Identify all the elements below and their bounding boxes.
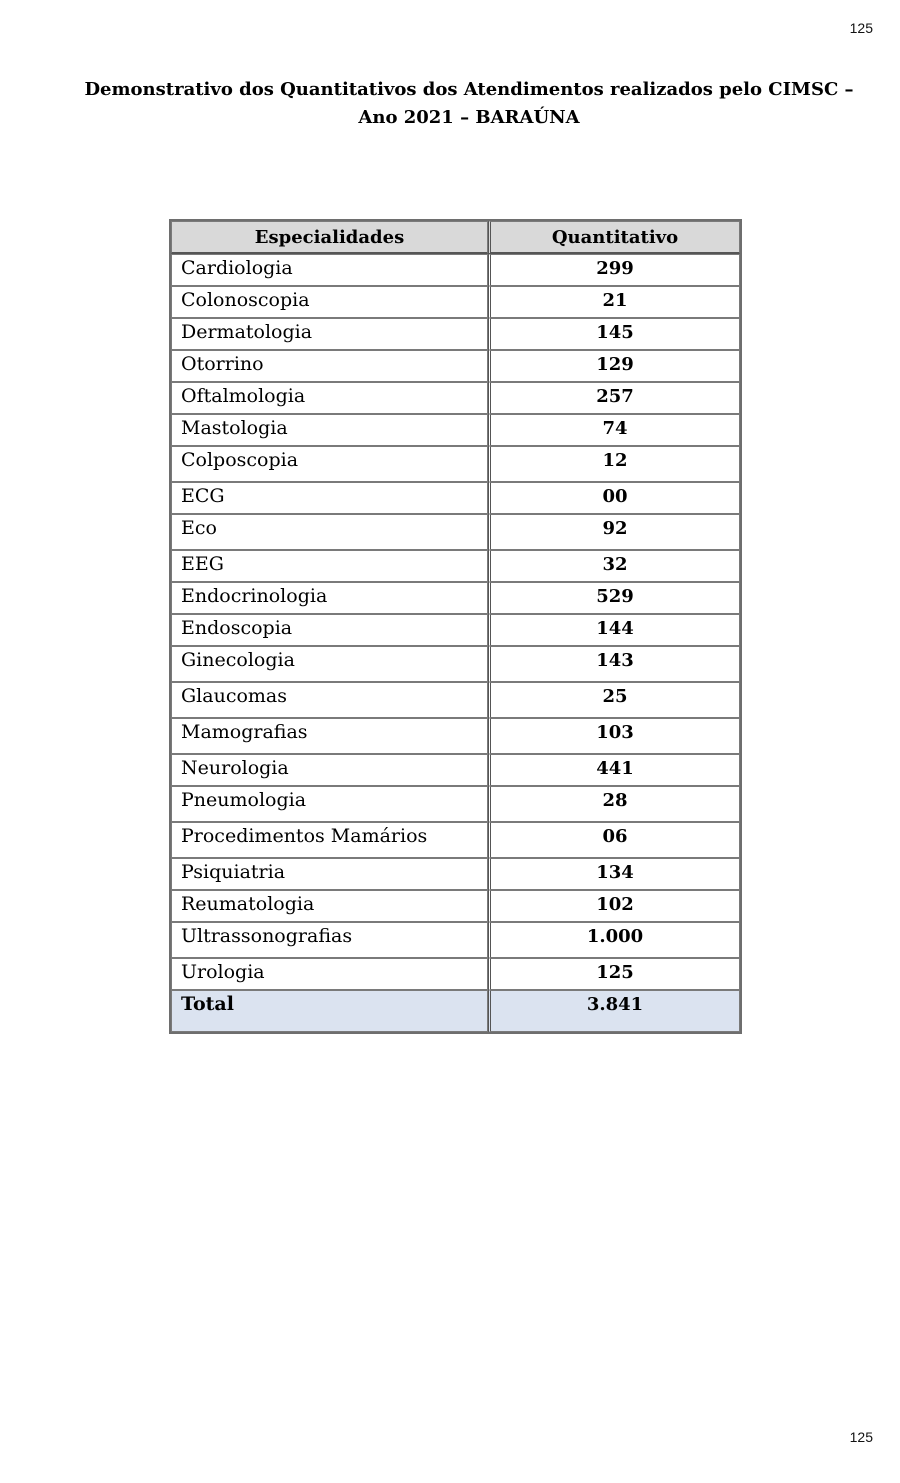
page-number-top: 125: [849, 20, 873, 36]
specialty-quantity: 32: [488, 550, 740, 582]
specialty-quantity: 12: [488, 446, 740, 482]
specialty-name: Procedimentos Mamários: [171, 822, 488, 858]
table-row: [171, 958, 740, 990]
title-line-2: Ano 2021 – BARAÚNA: [358, 107, 580, 128]
table-row: [171, 754, 740, 786]
specialty-quantity: 00: [488, 482, 740, 514]
specialty-name: Cardiologia: [171, 254, 488, 286]
specialty-quantity: 144: [488, 614, 740, 646]
table-row: [171, 890, 740, 922]
specialty-name: Endocrinologia: [171, 582, 488, 614]
specialty-quantity: 103: [488, 718, 740, 754]
table-body: [171, 254, 740, 1032]
specialty-name: Eco: [171, 514, 488, 550]
table-row: [171, 822, 740, 858]
specialty-quantity: 134: [488, 858, 740, 890]
table-row: [171, 482, 740, 514]
specialty-quantity: 06: [488, 822, 740, 858]
specialty-name: Endoscopia: [171, 614, 488, 646]
table-row: [171, 318, 740, 350]
specialty-name: Pneumologia: [171, 786, 488, 822]
specialty-name: Otorrino: [171, 350, 488, 382]
total-label: Total: [171, 990, 488, 1032]
specialty-name: Dermatologia: [171, 318, 488, 350]
table-row: [171, 858, 740, 890]
specialty-quantity: 299: [488, 254, 740, 286]
specialty-name: EEG: [171, 550, 488, 582]
specialty-name: Ultrassonografias: [171, 922, 488, 958]
specialty-quantity: 74: [488, 414, 740, 446]
specialty-quantity: 102: [488, 890, 740, 922]
specialty-quantity: 125: [488, 958, 740, 990]
table-row: [171, 582, 740, 614]
table-row: [171, 646, 740, 682]
specialty-name: Neurologia: [171, 754, 488, 786]
specialty-quantity: 25: [488, 682, 740, 718]
table-row: [171, 922, 740, 958]
specialty-quantity: 441: [488, 754, 740, 786]
specialty-quantity: 21: [488, 286, 740, 318]
specialty-name: Mamografias: [171, 718, 488, 754]
specialty-quantity: 92: [488, 514, 740, 550]
table-row: [171, 614, 740, 646]
table-row: [171, 682, 740, 718]
page-number-bottom: 125: [849, 1429, 873, 1445]
table-row: [171, 514, 740, 550]
specialty-name: Mastologia: [171, 414, 488, 446]
attendance-table: [169, 219, 742, 1034]
specialty-name: ECG: [171, 482, 488, 514]
specialty-quantity: 529: [488, 582, 740, 614]
page-title: [60, 76, 878, 132]
specialty-quantity: 143: [488, 646, 740, 682]
table-row: [171, 550, 740, 582]
header-quantitativo: Quantitativo: [488, 221, 740, 254]
specialty-name: Oftalmologia: [171, 382, 488, 414]
table-header-row: [171, 221, 740, 254]
table-row: [171, 414, 740, 446]
specialty-quantity: 1.000: [488, 922, 740, 958]
specialty-quantity: 129: [488, 350, 740, 382]
specialty-name: Colonoscopia: [171, 286, 488, 318]
specialty-quantity: 257: [488, 382, 740, 414]
specialty-quantity: 28: [488, 786, 740, 822]
specialty-quantity: 145: [488, 318, 740, 350]
table-row: [171, 786, 740, 822]
specialty-name: Glaucomas: [171, 682, 488, 718]
specialty-name: Urologia: [171, 958, 488, 990]
table-row: [171, 382, 740, 414]
title-line-1: Demonstrativo dos Quantitativos dos Atendimentos realizados pelo CIMSC –: [84, 79, 854, 100]
table-row: [171, 718, 740, 754]
table-row: [171, 286, 740, 318]
total-value: 3.841: [488, 990, 740, 1032]
table-row: [171, 254, 740, 286]
specialty-name: Colposcopia: [171, 446, 488, 482]
total-row: [171, 990, 740, 1032]
table-row: [171, 446, 740, 482]
header-especialidades: Especialidades: [171, 221, 488, 254]
specialty-name: Ginecologia: [171, 646, 488, 682]
table-row: [171, 350, 740, 382]
specialty-name: Psiquiatria: [171, 858, 488, 890]
specialty-name: Reumatologia: [171, 890, 488, 922]
